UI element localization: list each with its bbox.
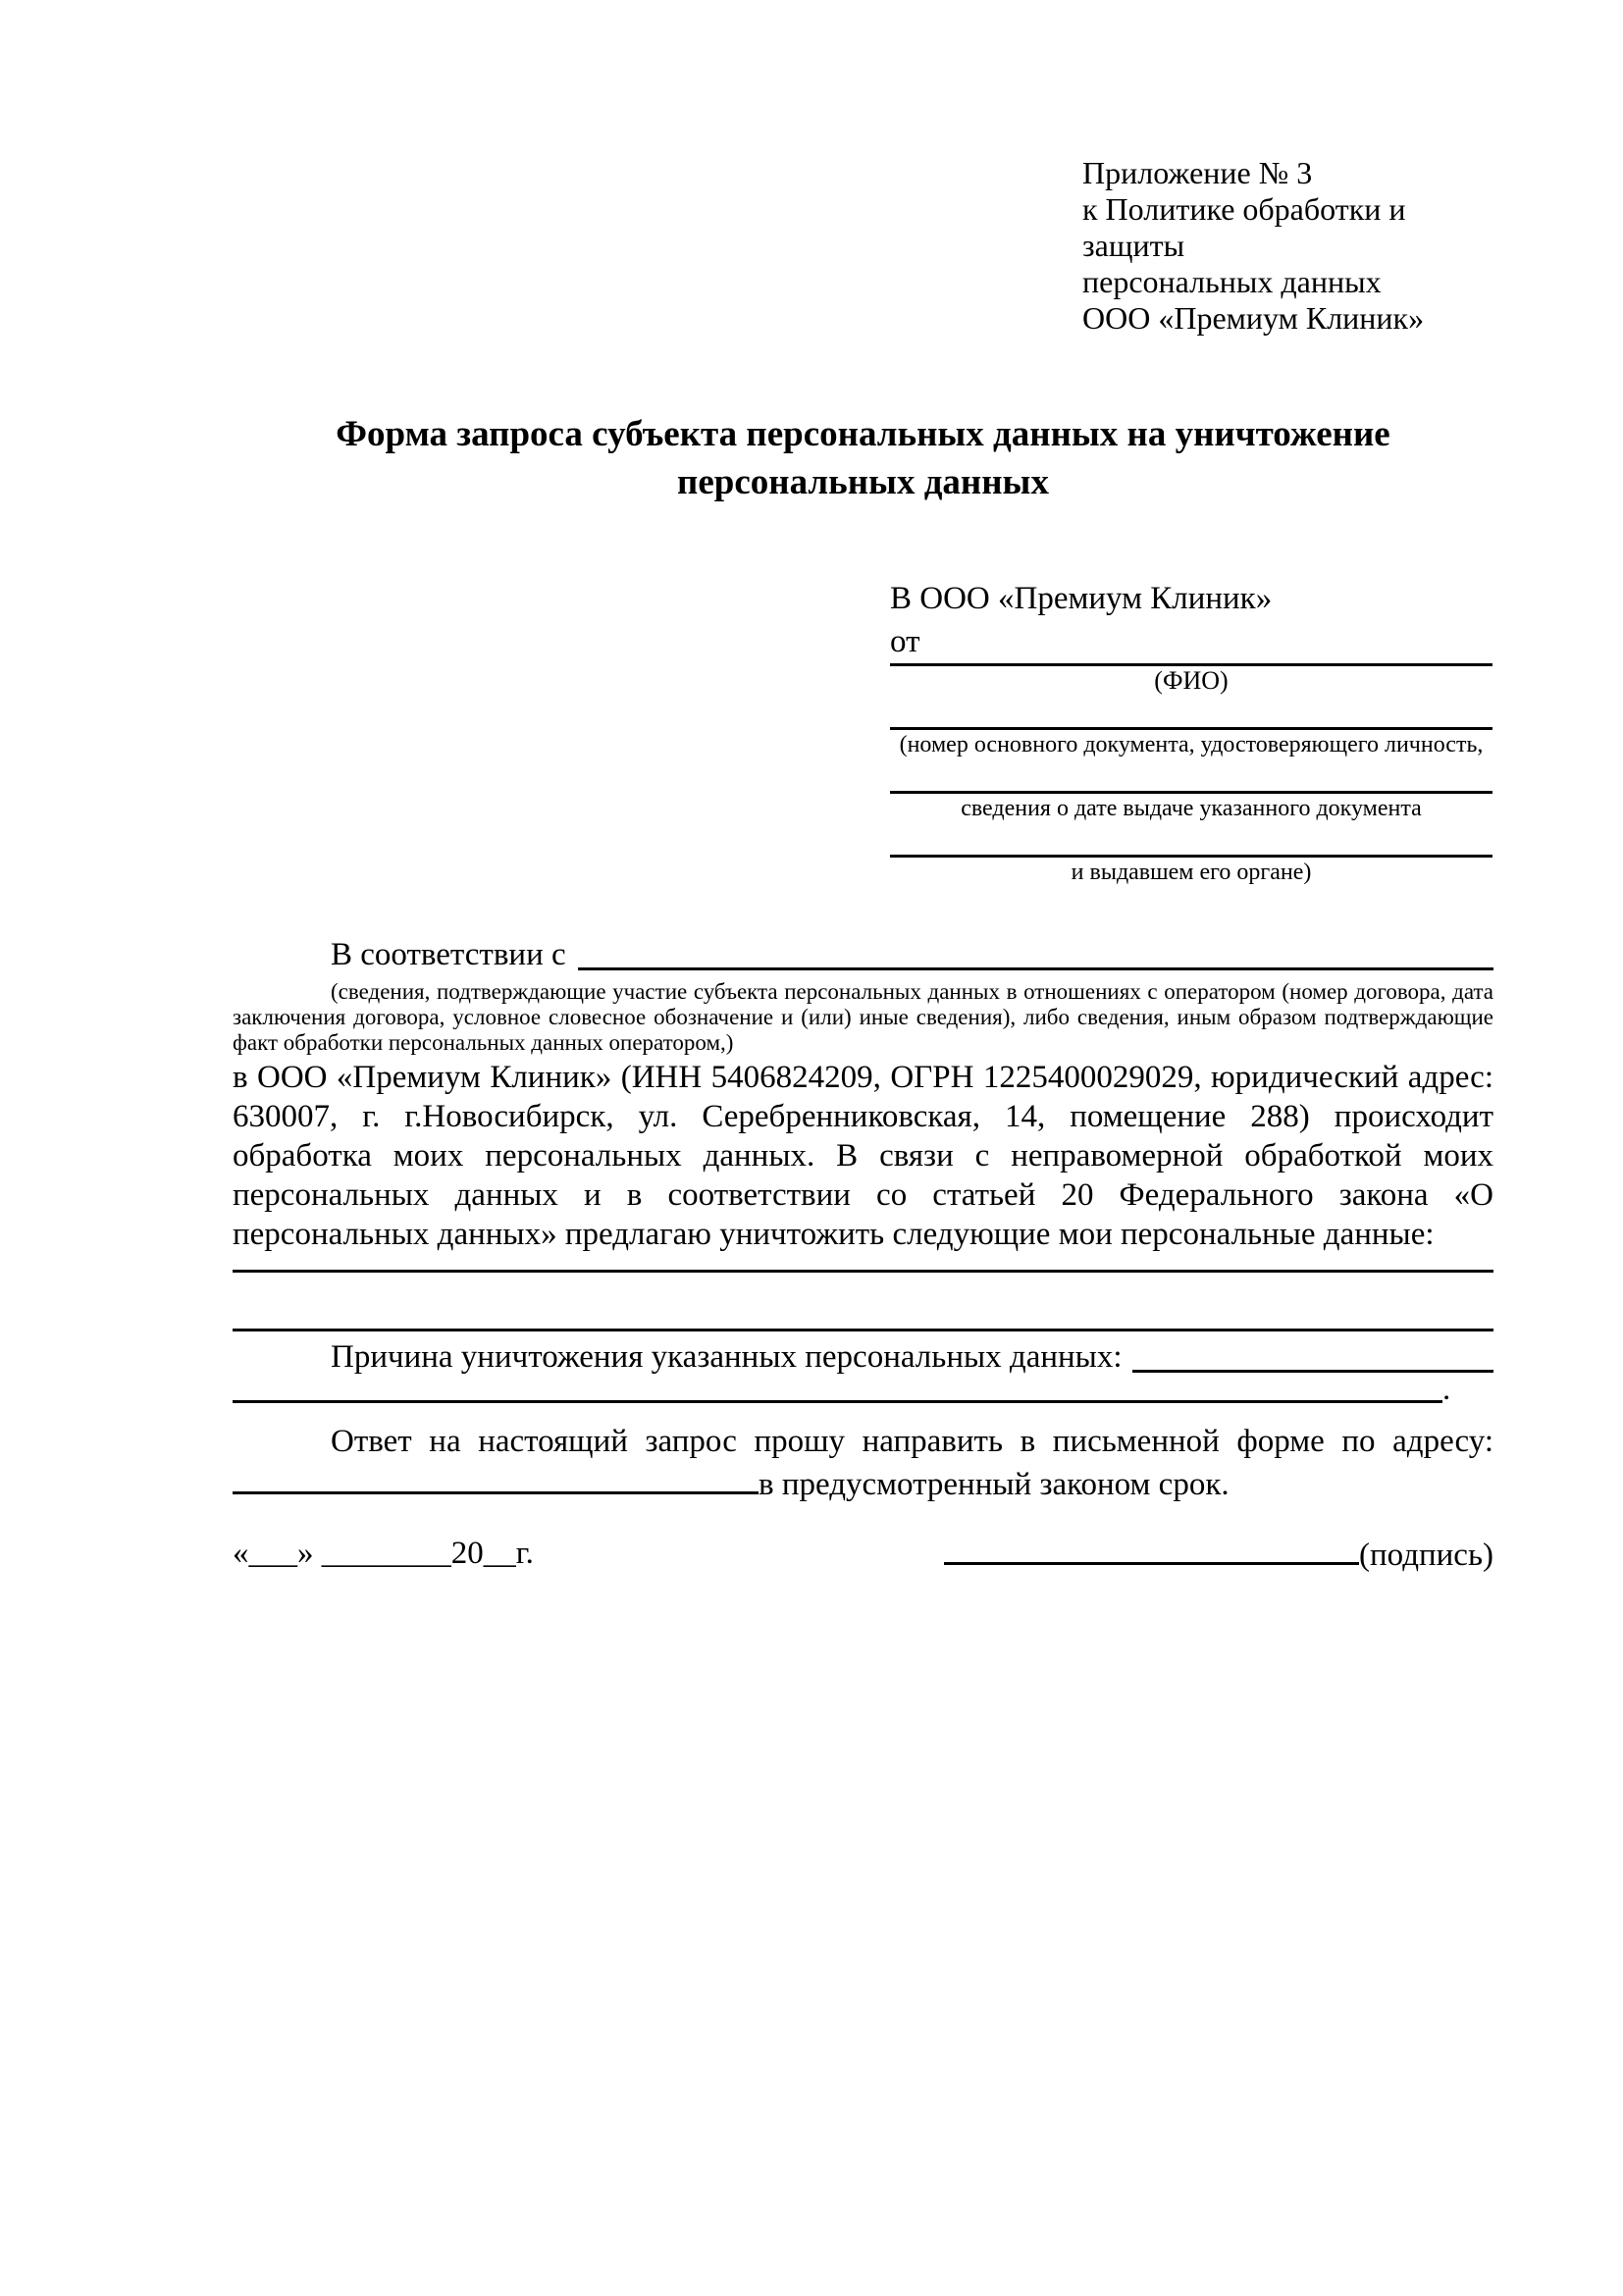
- addressee-block: [890, 577, 1492, 918]
- page-title: Форма запроса субъекта персональных данных на уничтожение персональных данных: [336, 414, 1390, 502]
- fio-caption: (ФИО): [1154, 666, 1229, 695]
- issuing-authority-caption: и выдавшем его органе): [1071, 860, 1312, 885]
- signature-blank-line: [944, 1533, 1359, 1565]
- response-tail: в предусмотренный законом срок.: [759, 1467, 1230, 1502]
- reason-label: Причина уничтожения указанных персональных данных:: [331, 1339, 1123, 1375]
- accordance-blank-line: [578, 934, 1493, 970]
- address-blank-line: [233, 1462, 759, 1494]
- personal-data-blank-line-2: [233, 1329, 1493, 1331]
- personal-data-blank-line-1: [233, 1270, 1493, 1273]
- accordance-note: (сведения, подтверждающие участие субъекта персональных данных в отношениях с оператором (номер договора, дата заключения договора, условное словесное обозначение и (или) иные сведения), либо сведения, иным образом подтверждающие факт обработки персональных данных оператором,): [233, 979, 1493, 1055]
- reason-blank-line-2: [233, 1370, 1442, 1403]
- addressee-to: В ООО «Премиум Клиник»: [890, 581, 1273, 616]
- signature-block: [944, 1533, 1493, 1576]
- doc-number-caption: (номер основного документа, удостоверяющего личность,: [899, 732, 1484, 757]
- reason-blank-line: [1132, 1336, 1493, 1373]
- response-paragraph: [233, 1421, 1493, 1505]
- main-paragraph: в ООО «Премиум Клиник» (ИНН 5406824209, ОГРН 1225400029029, юридический адрес: 630007, г. г.Новосибирск, ул. Серебренниковская, 14, помещение 288) происходит обработка моих персональных данных. В связи с неправомерной обработкой моих персональных данных и в соответствии со статьей 20 Федерального закона «О персональных данных» предлагаю уничтожить следующие мои персональные данные:: [233, 1060, 1493, 1252]
- signature-caption: (подпись): [1359, 1538, 1493, 1573]
- appendix-number: Приложение № 3: [1082, 155, 1313, 190]
- line-terminator: .: [1442, 1372, 1451, 1407]
- appendix-header: [1082, 155, 1504, 337]
- policy-reference-line-1: к Политике обработки и защиты: [1082, 191, 1406, 263]
- policy-reference-line-2: персональных данных: [1082, 264, 1382, 299]
- company-name: ООО «Премиум Клиник»: [1082, 300, 1425, 336]
- addressee-from-label: от: [890, 624, 920, 659]
- accordance-lead: В соответствии с: [331, 937, 566, 972]
- response-lead: Ответ на настоящий запрос прошу направить в письменной форме по адресу:: [331, 1424, 1493, 1459]
- issue-date-caption: сведения о дате выдаче указанного документа: [961, 796, 1422, 821]
- reason-continuation-row: [233, 1370, 1493, 1409]
- accordance-row: [233, 934, 1493, 975]
- date-placeholder: «___» ________20__г.: [233, 1536, 534, 1571]
